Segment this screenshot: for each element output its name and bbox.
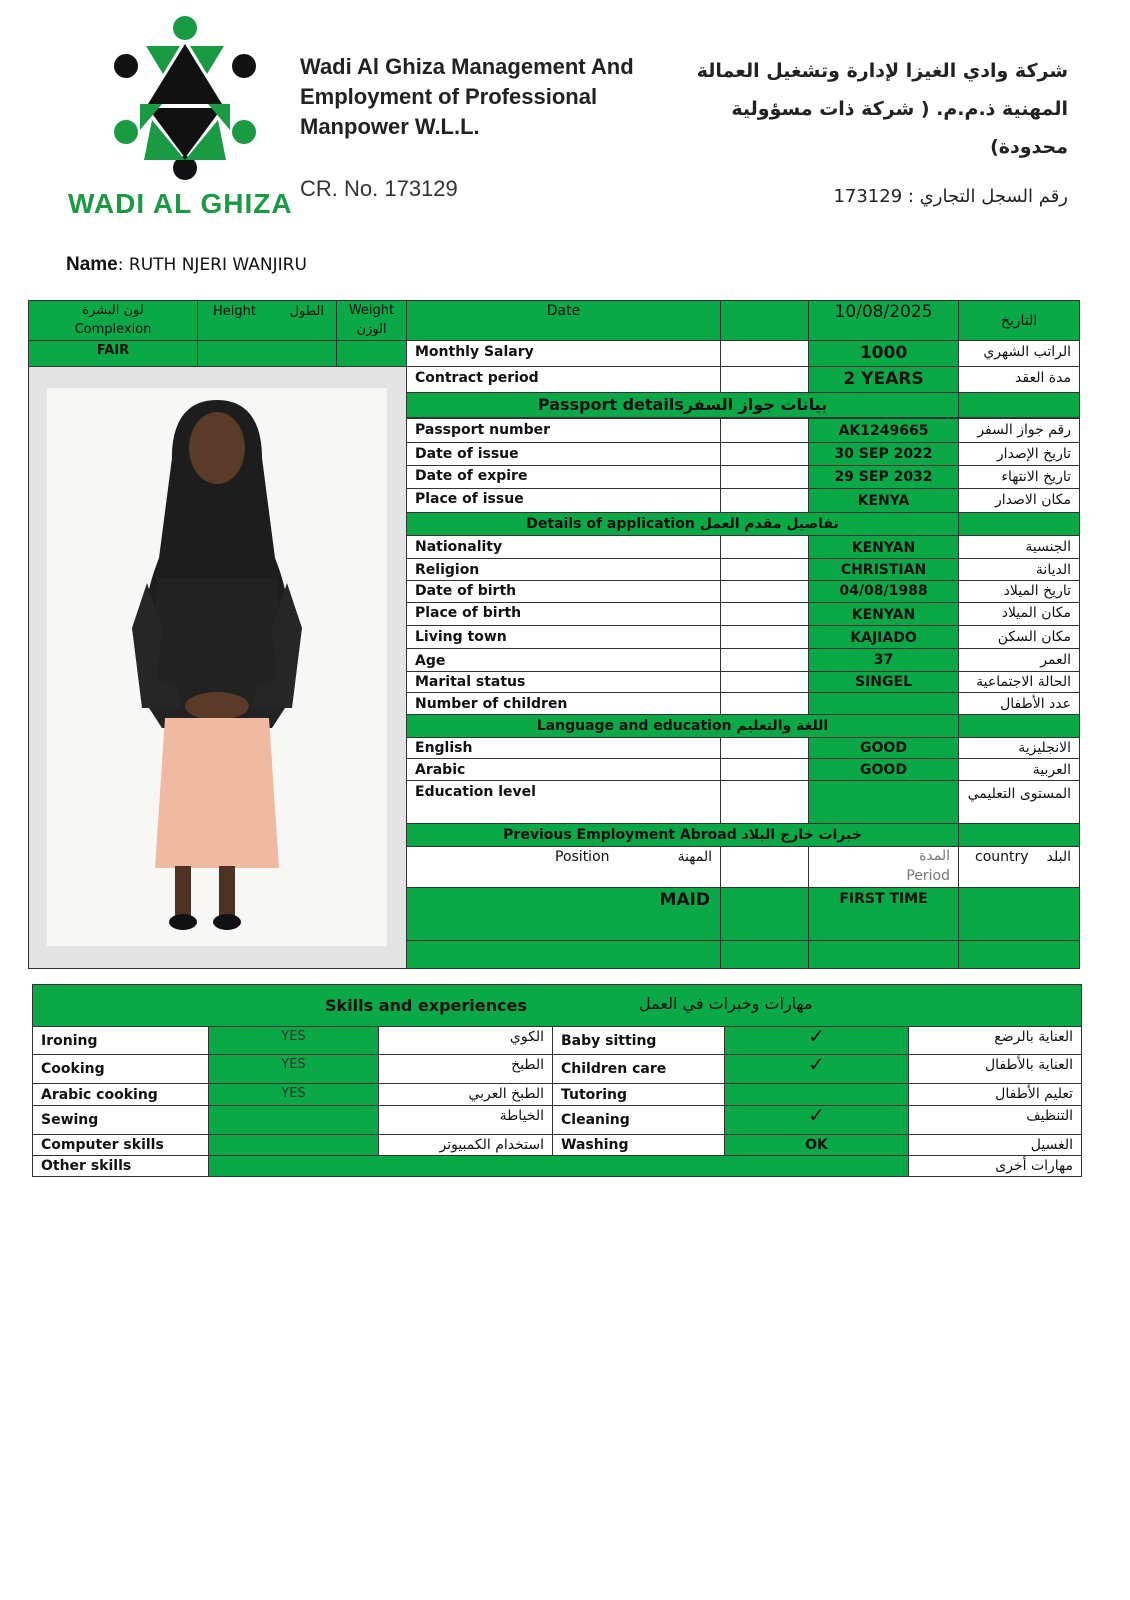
company-name-ar-line-2: المهنية ذ.م.م. ( شركة ذات مسؤولية — [731, 98, 1068, 120]
skills-title — [32, 984, 1082, 1027]
employment-blank-period — [808, 940, 959, 969]
religion-ar: الديانة — [958, 558, 1080, 581]
company-name-line-3: Manpower W.L.L. — [300, 114, 480, 139]
children-ar: عدد الأطفال — [958, 692, 1080, 715]
company-logo-icon — [100, 8, 270, 188]
nationality-ar: الجنسية — [958, 535, 1080, 559]
company-name-ar-line-3: محدودة) — [990, 136, 1068, 158]
skill-ironing-ar: الكوي — [378, 1026, 553, 1055]
weight-ar: الوزن — [356, 322, 387, 337]
height-value — [197, 340, 337, 367]
row-spacer — [720, 418, 809, 443]
arabic-value: GOOD — [808, 758, 959, 781]
position-header — [406, 846, 721, 888]
skill-baby-sitting-label: Baby sitting — [552, 1026, 725, 1055]
english-value: GOOD — [808, 737, 959, 759]
english-label: English — [406, 737, 721, 759]
living-town-label: Living town — [406, 625, 721, 649]
marital-status-value: SINGEL — [808, 671, 959, 693]
cr-number-en: CR. No. 173129 — [300, 176, 458, 201]
row-spacer — [720, 780, 809, 824]
application-section-header: Details of application تفاصيل مقدم العمل — [406, 512, 959, 536]
religion-value: CHRISTIAN — [808, 558, 959, 581]
place-of-issue-label: Place of issue — [406, 488, 721, 513]
date-of-birth-label: Date of birth — [406, 580, 721, 603]
date-label: Date — [406, 300, 721, 341]
complexion-header — [28, 300, 198, 341]
skill-sewing-value — [208, 1105, 379, 1135]
place-of-birth-value: KENYAN — [808, 602, 959, 626]
company-name-en — [300, 52, 634, 142]
salary-spacer — [720, 340, 809, 367]
passport-number-label: Passport number — [406, 418, 721, 443]
position-value-text: MAID — [659, 890, 710, 910]
marital-status-label: Marital status — [406, 671, 721, 693]
row-spacer — [720, 558, 809, 581]
skill-children-care-label: Children care — [552, 1054, 725, 1084]
other-skills-label: Other skills — [32, 1155, 209, 1177]
weight-en: Weight — [348, 303, 395, 318]
skill-washing-label: Washing — [552, 1134, 725, 1156]
skill-cleaning-value: ✓ — [724, 1105, 909, 1135]
passport-number-ar: رقم جواز السفر — [958, 418, 1080, 443]
date-of-birth-value: 04/08/1988 — [808, 580, 959, 603]
nationality-value: KENYAN — [808, 535, 959, 559]
marital-status-ar: الحالة الاجتماعية — [958, 671, 1080, 693]
row-spacer — [720, 465, 809, 489]
row-spacer — [720, 648, 809, 672]
age-ar: العمر — [958, 648, 1080, 672]
country-value — [958, 887, 1080, 941]
company-name-ar — [648, 52, 1068, 166]
row-spacer — [720, 671, 809, 693]
company-name-line-2: Employment of Professional — [300, 84, 598, 109]
language-section-spacer — [958, 714, 1080, 738]
skill-computer-ar: استخدام الكمبيوتر — [378, 1134, 553, 1156]
country-ar: البلد — [1046, 849, 1071, 865]
skill-cooking-value: YES — [208, 1054, 379, 1084]
passport-section-header: Passport detailsبيانات جواز السفر — [406, 392, 959, 418]
skill-baby-sitting-value: ✓ — [724, 1026, 909, 1055]
row-spacer — [720, 442, 809, 466]
position-en: Position — [555, 849, 610, 865]
salary-ar: الراتب الشهري — [958, 340, 1080, 367]
employment-spacer — [720, 846, 809, 888]
country-en: country — [975, 849, 1029, 865]
children-value — [808, 692, 959, 715]
skill-computer-value — [208, 1134, 379, 1156]
position-ar: المهنة — [677, 849, 712, 865]
language-section-header: Language and education اللغة والتعليم — [406, 714, 959, 738]
place-of-issue-value: KENYA — [808, 488, 959, 513]
issue-date-label: Date of issue — [406, 442, 721, 466]
row-spacer — [720, 737, 809, 759]
complexion-value: FAIR — [28, 340, 198, 367]
contract-label: Contract period — [406, 366, 721, 393]
education-ar: المستوى التعليمي — [958, 780, 1080, 824]
company-name-line-1: Wadi Al Ghiza Management And — [300, 54, 634, 79]
period-en: Period — [906, 868, 950, 884]
logo-wordmark: WADI AL GHIZA — [68, 188, 293, 219]
row-spacer — [720, 535, 809, 559]
position-value — [406, 887, 721, 941]
place-of-birth-ar: مكان الميلاد — [958, 602, 1080, 626]
children-label: Number of children — [406, 692, 721, 715]
salary-value: 1000 — [808, 340, 959, 367]
row-spacer — [720, 488, 809, 513]
skill-sewing-label: Sewing — [32, 1105, 209, 1135]
living-town-value: KAJIADO — [808, 625, 959, 649]
employment-section-spacer — [958, 823, 1080, 847]
nationality-label: Nationality — [406, 535, 721, 559]
skill-arabic-cooking-ar: الطبخ العربي — [378, 1083, 553, 1106]
cr-number-ar: رقم السجل التجاري : 173129 — [833, 186, 1068, 207]
skill-cleaning-ar: التنظيف — [908, 1105, 1082, 1135]
skills-title-en: Skills and experiences — [325, 996, 527, 1015]
country-header — [958, 846, 1080, 888]
row-spacer — [720, 758, 809, 781]
skill-arabic-cooking-label: Arabic cooking — [32, 1083, 209, 1106]
expiry-date-ar: تاريخ الانتهاء — [958, 465, 1080, 489]
row-spacer — [720, 625, 809, 649]
height-ar: الطول — [289, 304, 324, 319]
company-name-ar-line-1: شركة وادي الغيزا لإدارة وتشغيل العمالة — [696, 60, 1068, 82]
name-value: : RUTH NJERI WANJIRU — [117, 255, 307, 275]
arabic-ar: العربية — [958, 758, 1080, 781]
date-of-birth-ar: تاريخ الميلاد — [958, 580, 1080, 603]
religion-label: Religion — [406, 558, 721, 581]
skill-cooking-ar: الطبخ — [378, 1054, 553, 1084]
education-value — [808, 780, 959, 824]
age-label: Age — [406, 648, 721, 672]
arabic-label: Arabic — [406, 758, 721, 781]
place-of-issue-ar: مكان الاصدار — [958, 488, 1080, 513]
date-ar: التاريخ — [958, 300, 1080, 341]
age-value: 37 — [808, 648, 959, 672]
english-ar: الانجليزية — [958, 737, 1080, 759]
height-header — [197, 300, 337, 341]
height-en: Height — [213, 304, 256, 319]
name-label: Name — [66, 254, 118, 275]
salary-label: Monthly Salary — [406, 340, 721, 367]
weight-header — [336, 300, 407, 341]
other-skills-ar: مهارات أخرى — [908, 1155, 1082, 1177]
employment-section-header: Previous Employment Abroad خبرات خارج البلاد — [406, 823, 959, 847]
skill-washing-value: OK — [724, 1134, 909, 1156]
skill-washing-ar: الغسيل — [908, 1134, 1082, 1156]
skill-tutoring-ar: تعليم الأطفال — [908, 1083, 1082, 1106]
employment-value-spacer — [720, 887, 809, 941]
weight-value — [336, 340, 407, 367]
skill-cooking-label: Cooking — [32, 1054, 209, 1084]
education-label: Education level — [406, 780, 721, 824]
skills-title-ar: مهارات وخبرات في العمل — [639, 994, 813, 1013]
skill-tutoring-value — [724, 1083, 909, 1106]
applicant-name — [66, 254, 307, 276]
period-header — [808, 846, 959, 888]
row-spacer — [720, 692, 809, 715]
skill-tutoring-label: Tutoring — [552, 1083, 725, 1106]
skill-cleaning-label: Cleaning — [552, 1105, 725, 1135]
skill-ironing-label: Ironing — [32, 1026, 209, 1055]
row-spacer — [720, 580, 809, 603]
contract-value: 2 YEARS — [808, 366, 959, 393]
skill-children-care-value: ✓ — [724, 1054, 909, 1084]
contract-spacer — [720, 366, 809, 393]
passport-number-value: AK1249665 — [808, 418, 959, 443]
contract-ar: مدة العقد — [958, 366, 1080, 393]
date-spacer — [720, 300, 809, 341]
date-value: 10/08/2025 — [808, 300, 959, 341]
application-section-spacer — [958, 512, 1080, 536]
skill-arabic-cooking-value: YES — [208, 1083, 379, 1106]
employment-blank-row — [406, 940, 721, 969]
passport-section-spacer — [958, 392, 1080, 418]
skill-sewing-ar: الخياطة — [378, 1105, 553, 1135]
expiry-date-value: 29 SEP 2032 — [808, 465, 959, 489]
issue-date-value: 30 SEP 2022 — [808, 442, 959, 466]
expiry-date-label: Date of expire — [406, 465, 721, 489]
skill-ironing-value: YES — [208, 1026, 379, 1055]
skill-children-care-ar: العناية بالأطفال — [908, 1054, 1082, 1084]
complexion-ar: لون البشرة — [82, 303, 144, 318]
complexion-en: Complexion — [74, 322, 152, 337]
period-ar: المدة — [919, 848, 950, 864]
place-of-birth-label: Place of birth — [406, 602, 721, 626]
employment-blank-spacer — [720, 940, 809, 969]
period-value: FIRST TIME — [808, 887, 959, 941]
row-spacer — [720, 602, 809, 626]
applicant-photo — [47, 388, 387, 946]
living-town-ar: مكان السكن — [958, 625, 1080, 649]
employment-blank-country — [958, 940, 1080, 969]
other-skills-value — [208, 1155, 909, 1177]
skill-computer-label: Computer skills — [32, 1134, 209, 1156]
skill-baby-sitting-ar: العناية بالرضع — [908, 1026, 1082, 1055]
issue-date-ar: تاريخ الإصدار — [958, 442, 1080, 466]
